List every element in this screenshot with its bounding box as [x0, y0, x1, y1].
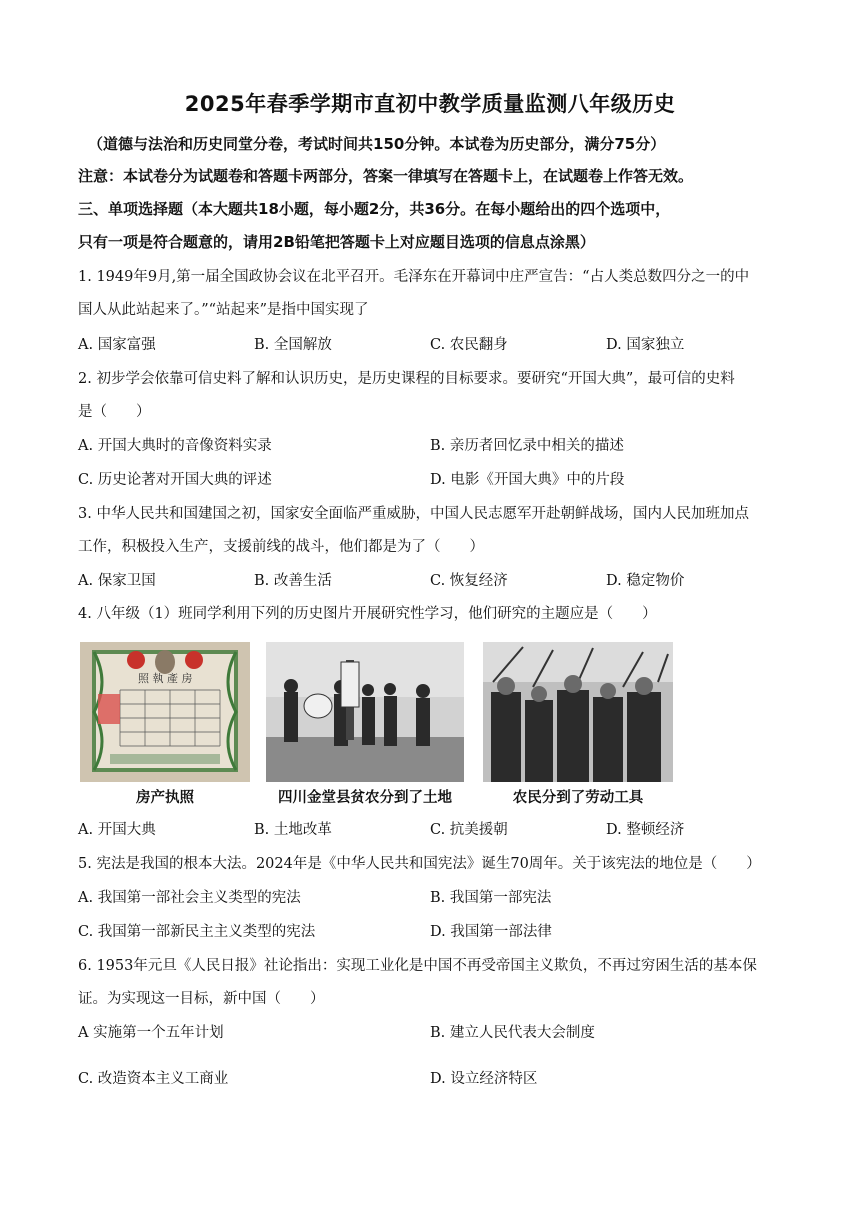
question-3-option-a: A. 保家卫国 — [78, 573, 156, 589]
question-1-option-c: C. 农民翻身 — [430, 337, 508, 353]
section-heading-line2: 只有一项是符合题意的，请用2B铅笔把答题卡上对应题目选项的信息点涂黑） — [78, 233, 595, 251]
question-4-option-c: C. 抗美援朝 — [430, 822, 508, 838]
question-3-option-b: B. 改善生活 — [254, 573, 332, 589]
question-5-option-d: D. 我国第一部法律 — [430, 924, 552, 940]
question-2-option-b: B. 亲历者回忆录中相关的描述 — [430, 438, 624, 454]
question-1-stem-line1: 1. 1949年9月,第一届全国政协会议在北平召开。毛泽东在开幕词中庄严宣告：“占人类总数四分之一的中 — [78, 269, 750, 285]
question-6-option-a: A 实施第一个五年计划 — [78, 1025, 224, 1041]
question-5-stem: 5. 宪法是我国的根本大法。2024年是《中华人民共和国宪法》诞生70周年。关于该宪法的地位是（ ） — [78, 856, 761, 872]
question-4-option-b: B. 土地改革 — [254, 822, 332, 838]
question-1-option-a: A. 国家富强 — [78, 337, 156, 353]
question-5-option-a: A. 我国第一部社会主义类型的宪法 — [78, 890, 301, 906]
peasants-tools-drawing — [483, 642, 673, 782]
exam-title: 2025年春季学期市直初中教学质量监测八年级历史 — [184, 92, 676, 116]
question-2-stem-line2: 是（ ） — [78, 404, 151, 420]
question-5-option-b: B. 我国第一部宪法 — [430, 890, 552, 906]
question-3-stem-line1: 3. 中华人民共和国建国之初，国家安全面临严重威胁，中国人民志愿军开赴朝鲜战场，国内人民加班加点 — [78, 506, 749, 522]
question-3-option-d: D. 稳定物价 — [606, 573, 685, 589]
question-3-stem-line2: 工作，积极投入生产，支援前线的战斗，他们都是为了（ ） — [78, 539, 484, 555]
question-4-option-a: A. 开国大典 — [78, 822, 156, 838]
peasants-land-drawing — [266, 642, 464, 782]
peasants-tools-caption: 农民分到了劳动工具 — [512, 790, 644, 806]
property-license-image — [80, 642, 250, 782]
section-heading-line1: 三、单项选择题（本大题共18小题，每小题2分，共36分。在每小题给出的四个选项中， — [78, 200, 671, 218]
license-header-text: 照 執 產 房 — [138, 672, 193, 685]
question-1-option-b: B. 全国解放 — [254, 337, 332, 353]
question-6-option-c: C. 改造资本主义工商业 — [78, 1071, 229, 1087]
question-2-option-c: C. 历史论著对开国大典的评述 — [78, 472, 272, 488]
question-6-stem-line1: 6. 1953年元旦《人民日报》社论指出：实现工业化是中国不再受帝国主义欺负，不再过穷困生活的基本保 — [78, 958, 757, 974]
question-4-option-d: D. 整顿经济 — [606, 822, 685, 838]
peasants-tools-image — [483, 642, 673, 782]
question-2-option-a: A. 开国大典时的音像资料实录 — [78, 438, 272, 454]
question-5-option-c: C. 我国第一部新民主主义类型的宪法 — [78, 924, 316, 940]
question-2-stem-line1: 2. 初步学会依靠可信史料了解和认识历史，是历史课程的目标要求。要研究“开国大典”，最可信的史料 — [78, 371, 735, 387]
question-6-option-d: D. 设立经济特区 — [430, 1071, 538, 1087]
question-2-option-d: D. 电影《开国大典》中的片段 — [430, 472, 625, 488]
question-3-option-c: C. 恢复经济 — [430, 573, 508, 589]
peasants-land-image — [266, 642, 464, 782]
exam-subtitle: （道德与法治和历史同堂分卷，考试时间共150分钟。本试卷为历史部分，满分75分） — [88, 135, 666, 153]
question-4-stem: 4. 八年级（1）班同学利用下列的历史图片开展研究性学习，他们研究的主题应是（ ） — [78, 606, 657, 622]
question-6-stem-line2: 证。为实现这一目标，新中国（ ） — [78, 991, 325, 1007]
peasants-land-caption: 四川金堂县贫农分到了土地 — [278, 790, 452, 806]
property-license-drawing — [80, 642, 250, 782]
exam-notice: 注意：本试卷分为试题卷和答题卡两部分，答案一律填写在答题卡上，在试题卷上作答无效。 — [78, 167, 694, 185]
property-license-caption: 房产执照 — [136, 790, 194, 806]
question-1-option-d: D. 国家独立 — [606, 337, 685, 353]
question-6-option-b: B. 建立人民代表大会制度 — [430, 1025, 595, 1041]
question-1-stem-line2: 国人从此站起来了。”“站起来”是指中国实现了 — [78, 302, 369, 318]
